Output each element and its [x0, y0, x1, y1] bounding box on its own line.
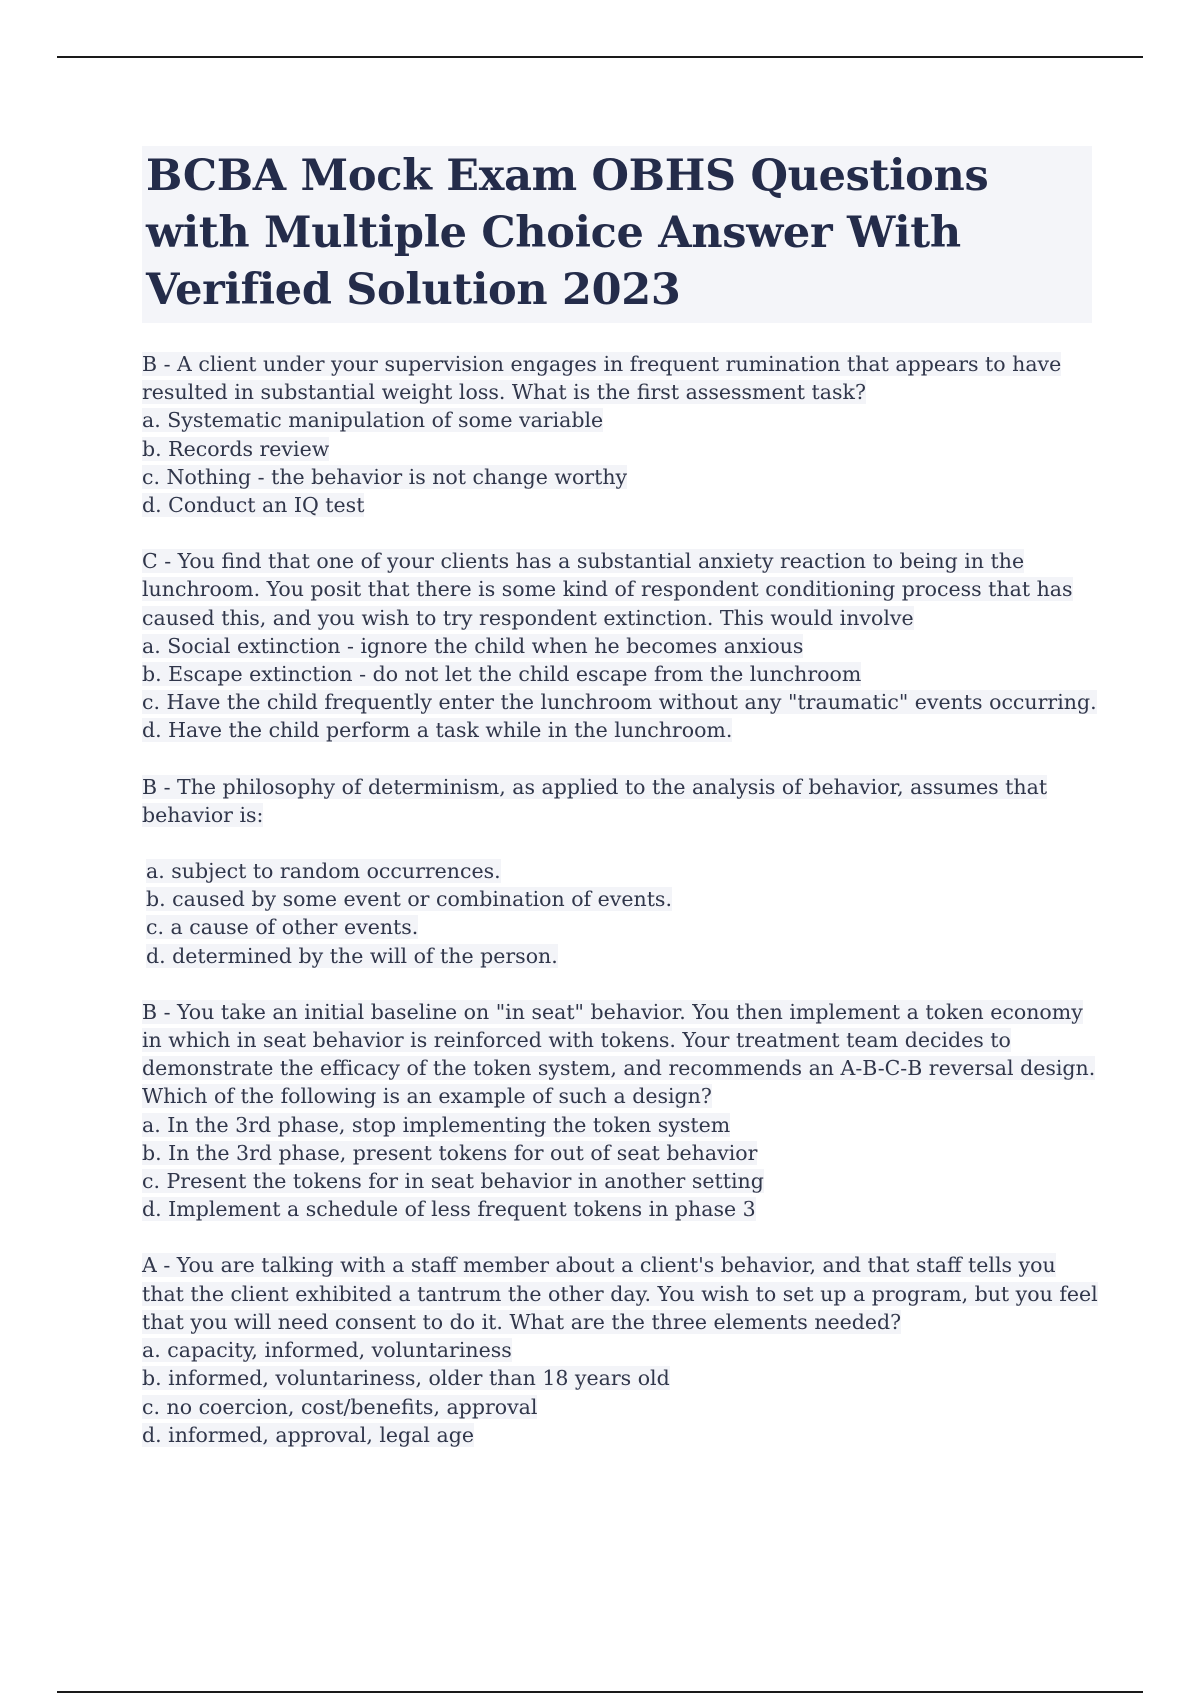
answer-option: b. Records review: [142, 436, 330, 461]
question-block: [142, 1251, 1098, 1448]
spacer: [142, 829, 1092, 857]
page-title: BCBA Mock Exam OBHS Questions with Multiple Choice Answer With Verified Solution 2023: [142, 146, 1092, 323]
answer-option: c. Present the tokens for in seat behavior in another setting: [142, 1169, 764, 1194]
question-stem-line: A - You are talking with a staff member about a client's behavior, and that staff tells you: [142, 1253, 1056, 1278]
answer-option: a. subject to random occurrences.: [146, 859, 501, 884]
answer-option: d. informed, approval, legal age: [142, 1422, 474, 1447]
answer-option: a. In the 3rd phase, stop implementing the token system: [142, 1112, 731, 1137]
question-stem-line: Which of the following is an example of such a design?: [142, 1084, 712, 1109]
answer-option: c. no coercion, cost/benefits, approval: [142, 1394, 538, 1419]
bottom-rule: [57, 1691, 1143, 1693]
answer-option: c. a cause of other events.: [146, 915, 419, 940]
question-stem-line: that the client exhibited a tantrum the other day. You wish to set up a program, but you feel: [142, 1281, 1098, 1306]
answer-option: b. informed, voluntariness, older than 18 years old: [142, 1366, 670, 1391]
answer-option: b. caused by some event or combination of events.: [146, 887, 672, 912]
question-stem-line: behavior is:: [142, 802, 264, 827]
answer-option: d. Have the child perform a task while in the lunchroom.: [142, 718, 733, 743]
question-list: [142, 350, 1098, 1449]
question-block: [142, 547, 1097, 744]
answer-option: d. Implement a schedule of less frequent tokens in phase 3: [142, 1197, 756, 1222]
answer-option: c. Nothing - the behavior is not change worthy: [142, 464, 628, 489]
top-rule: [57, 56, 1143, 58]
question-stem-line: in which in seat behavior is reinforced with tokens. Your treatment team decides to: [142, 1028, 1011, 1053]
answer-option: a. capacity, informed, voluntariness: [142, 1338, 512, 1363]
question-stem-line: demonstrate the efficacy of the token system, and recommends an A-B-C-B reversal design.: [142, 1056, 1096, 1081]
answer-option: c. Have the child frequently enter the lunchroom without any "traumatic" events occurring.: [142, 690, 1097, 715]
question-block: [142, 998, 1096, 1224]
question-stem-line: B - You take an initial baseline on "in seat" behavior. You then implement a token economy: [142, 999, 1083, 1024]
question-stem-line: B - The philosophy of determinism, as applied to the analysis of behavior, assumes that: [142, 774, 1048, 799]
question-block: [142, 773, 1092, 970]
answer-option: a. Social extinction - ignore the child when he becomes anxious: [142, 633, 804, 658]
question-stem-line: B - A client under your supervision engages in frequent rumination that appears to have: [142, 352, 1062, 376]
document-body: [142, 146, 1098, 1477]
answer-option: a. Systematic manipulation of some variable: [142, 408, 604, 433]
question-stem-line: caused this, and you wish to try respondent extinction. This would involve: [142, 605, 914, 630]
question-stem-line: C - You find that one of your clients has a substantial anxiety reaction to being in the: [142, 549, 1025, 574]
question-block: [142, 350, 1092, 519]
answer-option: d. Conduct an IQ test: [142, 493, 365, 518]
answer-option: b. Escape extinction - do not let the child escape from the lunchroom: [142, 662, 862, 687]
question-stem-line: resulted in substantial weight loss. What is the first assessment task?: [142, 380, 866, 405]
answer-option: b. In the 3rd phase, present tokens for out of seat behavior: [142, 1140, 758, 1165]
answer-option: d. determined by the will of the person.: [146, 943, 558, 968]
question-stem-line: lunchroom. You posit that there is some kind of respondent conditioning process that has: [142, 577, 1073, 602]
question-stem-line: that you will need consent to do it. What are the three elements needed?: [142, 1309, 902, 1334]
